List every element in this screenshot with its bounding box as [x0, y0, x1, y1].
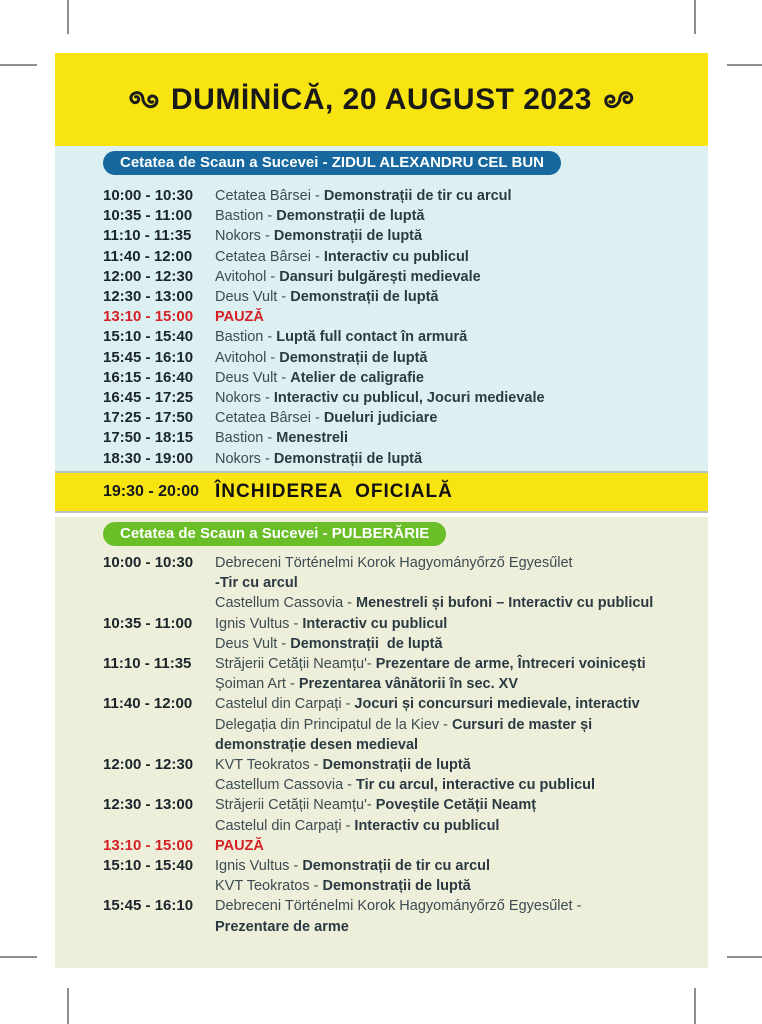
crop-mark: [727, 64, 762, 66]
crop-mark: [727, 956, 762, 958]
time-range: 17:50 - 18:15: [103, 429, 194, 447]
entry-line: Deus Vult - Demonstrații de luptă: [215, 289, 439, 306]
time-range: 12:00 - 12:30: [103, 756, 194, 774]
time-range: 16:45 - 17:25: [103, 389, 194, 407]
schedule-row: [103, 267, 704, 287]
section-header-pill-pulberarie: Cetatea de Scaun a Sucevei - PULBERĂRIE: [103, 522, 446, 546]
entry-line: Nokors - Interactiv cu publicul, Jocuri medievale: [215, 390, 545, 407]
schedule-row: [103, 449, 704, 469]
time-range: 10:35 - 11:00: [103, 614, 193, 632]
schedule-row: [103, 654, 704, 694]
schedule-row: [103, 327, 704, 347]
entry-line: Avitohol - Dansuri bulgărești medievale: [215, 268, 481, 285]
entry: [215, 287, 704, 307]
entry-line: demonstrație desen medieval: [215, 736, 419, 753]
entry-line: Nokors - Demonstrații de luptă: [215, 228, 423, 245]
entry: [215, 307, 704, 327]
entry: [215, 654, 704, 694]
section-zidul: [55, 146, 708, 471]
page-title: [55, 83, 707, 117]
entry-line: Prezentare de arme: [215, 918, 349, 935]
entry-line: -Tir cu arcul: [215, 575, 298, 592]
time-range: 13:10 - 15:00: [103, 308, 194, 326]
schedule-row: [103, 206, 704, 226]
schedule-pulberarie: [55, 553, 708, 937]
entry: [215, 206, 704, 226]
schedule-row: [103, 307, 704, 327]
entry-line: Șoiman Art - Prezentarea vânătorii în sec. XV: [215, 676, 519, 693]
time-range: 11:40 - 12:00: [103, 695, 193, 713]
crop-mark: [0, 64, 37, 66]
schedule-row: [103, 896, 704, 936]
entry: [215, 694, 704, 755]
schedule-row: [103, 428, 704, 448]
entry-line: Străjerii Cetății Neamțu'- Poveștile Cetății Neamț: [215, 797, 537, 814]
schedule-row: [103, 553, 704, 614]
schedule-row: [103, 755, 704, 795]
time-range: 17:25 - 17:50: [103, 409, 194, 427]
entry: [215, 226, 704, 246]
entry: [215, 186, 704, 206]
crop-mark: [694, 988, 696, 1024]
entry-line: PAUZĂ: [215, 837, 264, 854]
time-range: 18:30 - 19:00: [103, 449, 194, 467]
flourish-left-icon: [55, 89, 162, 111]
crop-mark: [67, 0, 69, 34]
entry-line: Castellum Cassovia - Menestreli și bufoni – Interactiv cu publicul: [215, 595, 654, 612]
time-range: 15:10 - 15:40: [103, 857, 194, 875]
schedule-row: [103, 388, 704, 408]
entry-line: Deus Vult - Demonstrații de luptă: [215, 635, 443, 652]
entry-line: Cetatea Bârsei - Demonstrații de tir cu arcul: [215, 188, 512, 204]
entry-line: Delegația din Principatul de la Kiev - Cursuri de master și: [215, 716, 593, 733]
entry-line: Bastion - Menestreli: [215, 430, 348, 447]
entry: [215, 755, 704, 795]
entry: [215, 428, 704, 448]
time-range: 15:45 - 16:10: [103, 348, 194, 366]
time-range: 10:00 - 10:30: [103, 187, 194, 204]
entry: [215, 449, 704, 469]
schedule-row: [103, 348, 704, 368]
entry: [215, 327, 704, 347]
closing-band: [55, 471, 708, 513]
crop-mark: [694, 0, 696, 34]
entry: [215, 408, 704, 428]
section-header-pill-zidul: Cetatea de Scaun a Sucevei - ZIDUL ALEXANDRU CEL BUN: [103, 151, 561, 175]
closing-label: ÎNCHIDEREA OFICIALĂ: [215, 481, 453, 502]
crop-mark: [0, 956, 37, 958]
entry: [215, 795, 704, 835]
time-range: 10:00 - 10:30: [103, 554, 194, 571]
schedule-row: [103, 694, 704, 755]
entry: [215, 368, 704, 388]
entry-line: KVT Teokratos - Demonstrații de luptă: [215, 878, 471, 895]
entry: [215, 856, 704, 896]
schedule-zidul: [55, 186, 708, 469]
time-range: 11:40 - 12:00: [103, 247, 193, 265]
entry: [215, 247, 704, 267]
time-range: 12:00 - 12:30: [103, 267, 194, 285]
schedule-row: [103, 368, 704, 388]
time-range: 12:30 - 13:00: [103, 796, 194, 814]
schedule-row: [103, 226, 704, 246]
entry: [215, 614, 704, 654]
entry: [215, 267, 704, 287]
entry-line: Castelul din Carpați - Jocuri și concursuri medievale, interactiv: [215, 696, 640, 713]
time-range: 15:10 - 15:40: [103, 328, 194, 346]
entry: [215, 388, 704, 408]
entry-line: Cetatea Bârsei - Interactiv cu publicul: [215, 248, 469, 265]
entry-line: Nokors - Demonstrații de luptă: [215, 450, 423, 467]
closing-time: 19:30 - 20:00: [103, 483, 200, 500]
time-range: 11:10 - 11:35: [103, 655, 192, 673]
page-title-text: DUMİNİCĂ, 20 AUGUST 2023: [171, 82, 592, 116]
entry-line: PAUZĂ: [215, 309, 264, 326]
entry-line: Castellum Cassovia - Tir cu arcul, interactive cu publicul: [215, 777, 596, 794]
crop-mark: [67, 988, 69, 1024]
entry: [215, 553, 704, 614]
section-pulberarie: [55, 517, 708, 968]
entry-line: Străjerii Cetății Neamțu'- Prezentare de arme, Întreceri voinicești: [215, 656, 646, 673]
schedule-row: [103, 408, 704, 428]
entry-line: Cetatea Bârsei - Dueluri judiciare: [215, 410, 438, 427]
time-range: 10:35 - 11:00: [103, 207, 193, 225]
schedule-row: [103, 836, 704, 856]
entry-line: Ignis Vultus - Interactiv cu publicul: [215, 615, 448, 632]
entry: [215, 348, 704, 368]
entry-line: Debreceni Történelmi Korok Hagyományőrző Egyesűlet: [215, 555, 573, 571]
schedule-row: [103, 247, 704, 267]
schedule-row: [103, 795, 704, 835]
flourish-right-icon: [601, 89, 708, 111]
entry-line: Bastion - Demonstrații de luptă: [215, 208, 425, 225]
entry: [215, 896, 704, 936]
entry-line: Avitohol - Demonstrații de luptă: [215, 349, 428, 366]
entry-line: Deus Vult - Atelier de caligrafie: [215, 369, 424, 386]
schedule-row: [103, 186, 704, 206]
entry: [215, 836, 704, 856]
time-range: 12:30 - 13:00: [103, 288, 194, 306]
entry-line: Castelul din Carpați - Interactiv cu publicul: [215, 817, 500, 834]
schedule-row: [103, 856, 704, 896]
schedule-row: [103, 287, 704, 307]
header-band: [55, 53, 708, 146]
entry-line: Bastion - Luptă full contact în armură: [215, 329, 468, 346]
time-range: 15:45 - 16:10: [103, 897, 194, 915]
entry-line: Ignis Vultus - Demonstrații de tir cu arcul: [215, 858, 491, 875]
entry-line: Debreceni Történelmi Korok Hagyományőrző Egyesűlet -: [215, 898, 582, 915]
schedule-row: [103, 614, 704, 654]
entry-line: KVT Teokratos - Demonstrații de luptă: [215, 757, 471, 774]
time-range: 11:10 - 11:35: [103, 227, 192, 245]
time-range: 16:15 - 16:40: [103, 368, 194, 386]
time-range: 13:10 - 15:00: [103, 836, 194, 854]
